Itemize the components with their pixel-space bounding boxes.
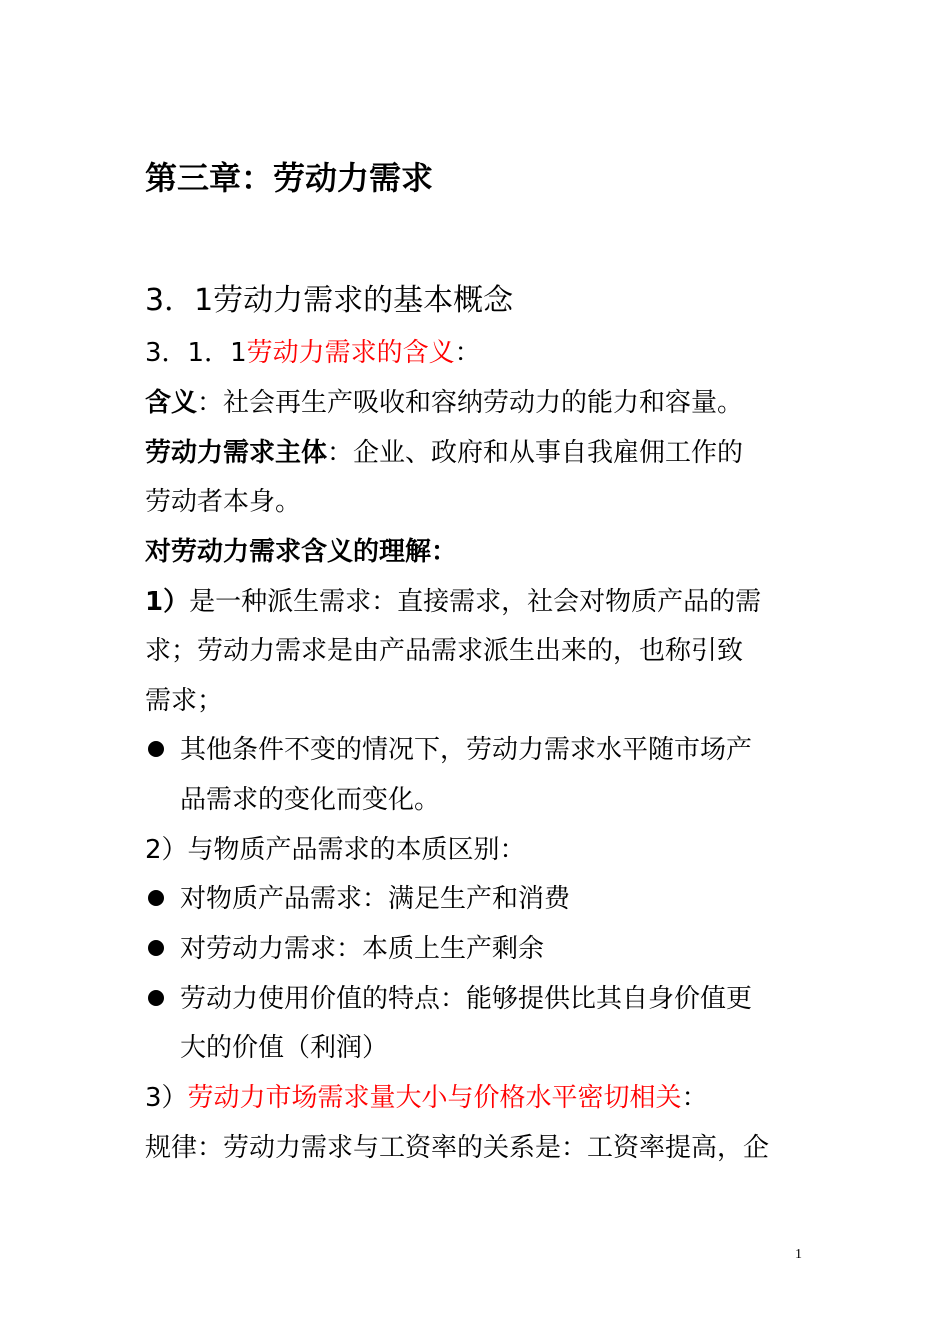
bullet-icon <box>148 741 164 757</box>
definition-colon: ： <box>197 388 224 418</box>
definition-text: 社会再生产吸收和容纳劳动力的能力和容量。 <box>223 388 744 418</box>
subject-colon: ： <box>327 438 354 468</box>
bullet-icon <box>148 940 164 956</box>
item3-number: 3） <box>145 1083 188 1113</box>
subject-text-line2: 劳动者本身。 <box>145 487 302 517</box>
page-number: 1 <box>795 1247 802 1262</box>
definition-paragraph <box>145 386 743 420</box>
understanding-title: 对劳动力需求含义的理解： <box>145 537 458 567</box>
bullet4-line1: 劳动力使用价值的特点：能够提供比其自身价值更 <box>180 984 753 1014</box>
item1-line1 <box>145 585 761 619</box>
section-title: 3．1劳动力需求的基本概念 <box>145 283 514 318</box>
item1-line3: 需求； <box>145 686 224 716</box>
subsection-title: 劳动力需求的含义 <box>246 338 455 368</box>
subject-paragraph <box>145 436 743 470</box>
bullet1-line2: 品需求的变化而变化。 <box>180 785 441 815</box>
item1-number: 1） <box>145 587 190 617</box>
bullet4-line2: 大的价值（利润） <box>180 1033 389 1063</box>
bullet1-line1: 其他条件不变的情况下，劳动力需求水平随市场产 <box>180 735 753 765</box>
item3-title: 劳动力市场需求量大小与价格水平密切相关 <box>187 1083 682 1113</box>
item1-text: 是一种派生需求：直接需求，社会对物质产品的需 <box>189 587 762 617</box>
item1-line2: 求；劳动力需求是由产品需求派生出来的，也称引致 <box>145 636 744 666</box>
definition-label: 含义 <box>145 388 198 418</box>
chapter-title: 第三章：劳动力需求 <box>145 159 434 197</box>
subsection-heading <box>145 336 481 370</box>
bullet2: 对物质产品需求：满足生产和消费 <box>180 884 571 914</box>
subject-label: 劳动力需求主体 <box>145 438 328 468</box>
item2: 2）与物质产品需求的本质区别： <box>145 835 526 865</box>
item3-colon: ： <box>681 1083 708 1113</box>
subsection-colon: ： <box>454 338 481 368</box>
bullet-icon <box>148 890 164 906</box>
subject-text-line1: 企业、政府和从事自我雇佣工作的 <box>353 438 744 468</box>
bullet3: 对劳动力需求：本质上生产剩余 <box>180 934 545 964</box>
subsection-number: 3．1．1 <box>145 338 247 368</box>
bullet-icon <box>148 990 164 1006</box>
item3 <box>145 1081 708 1115</box>
rule-line: 规律：劳动力需求与工资率的关系是：工资率提高，企 <box>145 1133 770 1163</box>
